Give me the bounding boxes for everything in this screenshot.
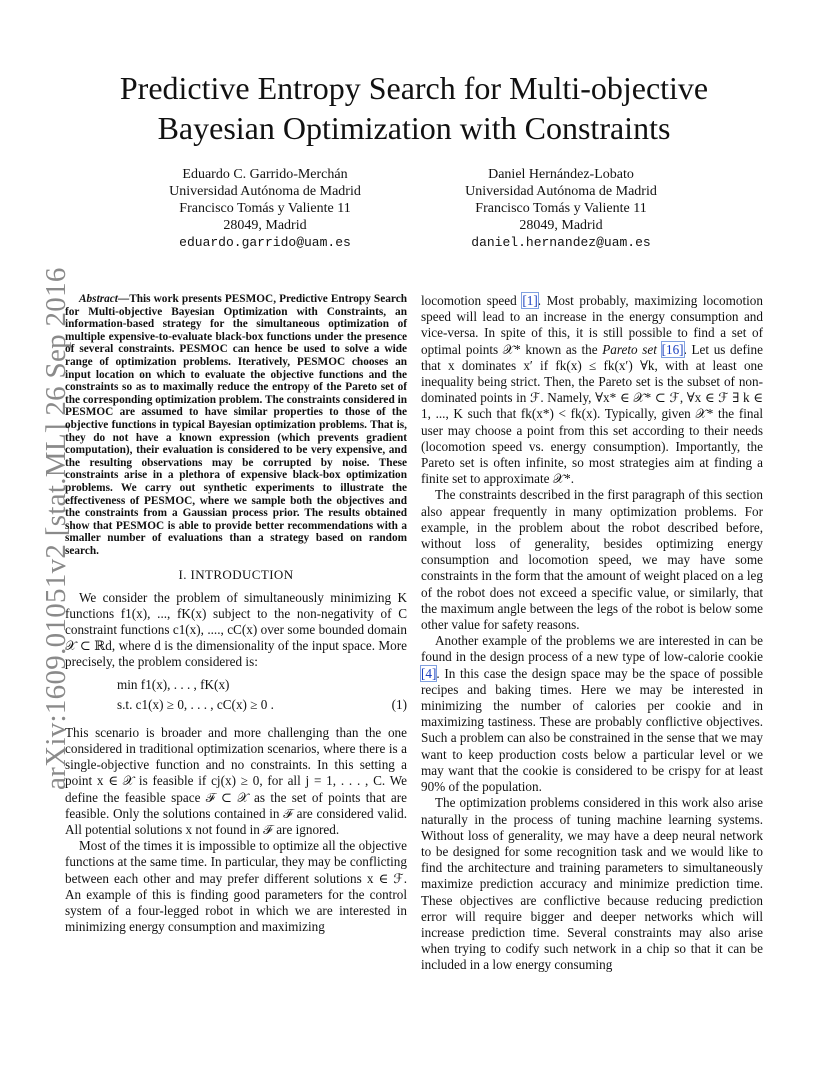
author-affiliation: Universidad Autónoma de Madrid bbox=[169, 184, 361, 199]
equation-constraints: s.t. c1(x) ≥ 0, . . . , cC(x) ≥ 0 . bbox=[117, 696, 274, 712]
author-city: 28049, Madrid bbox=[223, 218, 307, 233]
text-run bbox=[657, 342, 662, 357]
left-column bbox=[65, 293, 407, 935]
text-run: . Let us define that x dominates x′ if fk(x) ≤ fk(x′) ∀k, with at least one inequality being strict. Then, the Pareto set is the subset of non-dominated points in ℱ. Namely, ∀x* ∈ 𝒳* ⊂ ℱ, ∀x ∈ ℱ ∃ k ∈ 1, ..., K such that fk(x*) < fk(x). Typically, given 𝒳* the final user may choose a point from this set according to their needs (locomotion speed vs. energy consumption). Importantly, the Pareto set is often infinite, so most strategies aim at finding a finite set to approximate 𝒳*. bbox=[421, 341, 763, 487]
right-paragraph-4: The optimization problems considered in this work also arise naturally in the process of tuning machine learning systems. Without loss of generality, we may have a deep neural network to be designed for some recognition task and we would like to find the architecture and training parameters to simultaneously maximize prediction accuracy and minimize prediction time. These objectives are conflictive because reducing prediction error will require bigger and deeper networks which will increase prediction time. Several constraints may also arise when trying to codify such network in a chip so that it can be included in a low energy consuming bbox=[421, 795, 763, 973]
author-street: Francisco Tomás y Valiente 11 bbox=[179, 201, 351, 216]
author-name: Daniel Hernández-Lobato bbox=[488, 167, 634, 182]
equation-objective: min f1(x), . . . , fK(x) bbox=[117, 676, 230, 692]
text-run: . Most probably, maximizing locomotion speed will lead to an increase in the energy consumption and vice-versa. In spite of this, it is still possible to find a set of optimal points 𝒳* known as the bbox=[421, 293, 763, 357]
intro-paragraph-3: Most of the times it is impossible to optimize all the objective functions at the same time. In particular, they may be conflicting between each other and may prefer different solutions x ∈ ℱ. An example of this is finding good parameters for the control system of a four-legged robot in which we are interested in minimizing energy consumption and maximizing bbox=[65, 838, 407, 935]
right-paragraph-2: The constraints described in the first paragraph of this section also appear frequently in many optimization problems. For example, in the problem about the robot described before, without loss of generality, besides optimizing energy consumption and locomotion speed, we may have some constraints in the form that the amount of weight placed on a leg of the robot does not exceed a specific value, or similarly, that the maximum angle between the legs of the robot is below some other value for safety reasons. bbox=[421, 487, 763, 633]
title-line-1: Predictive Entropy Search for Multi-objective bbox=[119, 70, 709, 106]
author-email: eduardo.garrido@uam.es bbox=[179, 235, 351, 250]
equation-1 bbox=[65, 677, 407, 719]
citation-link[interactable]: [1] bbox=[522, 293, 538, 308]
paper-title bbox=[60, 68, 768, 148]
right-paragraph-1 bbox=[421, 293, 763, 487]
abstract-lead: Abstract bbox=[79, 293, 118, 305]
arxiv-identifier: arXiv:1609.01051v2 [stat.ML] 26 Sep 2016 bbox=[40, 267, 72, 790]
author-block-1 bbox=[115, 166, 415, 251]
pareto-set-term: Pareto set bbox=[602, 341, 657, 357]
equation-number: (1) bbox=[391, 696, 407, 712]
author-affiliation: Universidad Autónoma de Madrid bbox=[465, 184, 657, 199]
author-street: Francisco Tomás y Valiente 11 bbox=[475, 201, 647, 216]
right-paragraph-3 bbox=[421, 633, 763, 795]
intro-paragraph-2: This scenario is broader and more challenging than the one considered in traditional optimization scenarios, where there is a single-objective function and no constraints. In this setting a point x ∈ 𝒳 is feasible if cj(x) ≥ 0, for all j = 1, . . . , C. We define the feasible space ℱ ⊂ 𝒳 as the set of points that are feasible. Only the solutions contained in ℱ are considered valid. All potential solutions x not found in ℱ are ignored. bbox=[65, 724, 407, 837]
author-email: daniel.hernandez@uam.es bbox=[471, 235, 651, 250]
abstract bbox=[65, 293, 407, 557]
abstract-text: —This work presents PESMOC, Predictive Entropy Search for Multi-objective Bayesian Optimization with Constraints, an information-based strategy for the simultaneous optimization of multiple expensive-to-evaluate black-box functions under the presence of several constraints. PESMOC can hence be used to solve a wide range of optimization problems. Iteratively, PESMOC chooses an input location on which to evaluate the objective functions and the constraints so as to maximally reduce the entropy of the Pareto set of the corresponding optimization problem. The constraints considered in PESMOC are assumed to have similar properties to those of the objective functions in typical Bayesian optimization problems. That is, they do not have a known expression (which prevents gradient computation), their evaluation is considered to be very expensive, and the resulting observations may be corrupted by noise. These constraints arise in a plethora of expensive black-box optimization problems. We carry out synthetic experiments to illustrate the effectiveness of PESMOC, where we sample both the objectives and the constraints from a Gaussian process prior. The results obtained show that PESMOC is able to provide better recommendations with a smaller number of evaluations than a strategy based on random search. bbox=[65, 293, 407, 557]
citation-link[interactable]: [4] bbox=[421, 665, 437, 681]
intro-paragraph-1: We consider the problem of simultaneously minimizing K functions f1(x), ..., fK(x) subject to the non-negativity of C constraint functions c1(x), ...., cC(x) over some bounded domain 𝒳 ⊂ ℝd, where d is the dimensionality of the input space. More precisely, the problem considered is: bbox=[65, 589, 407, 670]
text-run: . In this case the design space may be the space of possible recipes and baking times. Here we may be interested in minimizing the number of calories per cookie and in maximizing tastiness. These are probably conflictive objectives. Such a problem can also be constrained in the sense that we may want to keep production costs below a particular level or we may want that the cookie is considered to be crispy for at least 90% of the population. bbox=[421, 665, 763, 795]
author-city: 28049, Madrid bbox=[519, 218, 603, 233]
author-block-2 bbox=[411, 166, 711, 251]
citation-link[interactable]: [16] bbox=[661, 341, 684, 357]
section-heading-introduction: I. INTRODUCTION bbox=[178, 567, 294, 583]
author-name: Eduardo C. Garrido-Merchán bbox=[182, 167, 348, 182]
text-run: locomotion speed bbox=[421, 293, 523, 308]
right-column bbox=[421, 293, 763, 974]
text-run: Another example of the problems we are interested in can be found in the design process of a new type of low-calorie cookie bbox=[421, 633, 763, 665]
title-line-2: Bayesian Optimization with Constraints bbox=[157, 110, 671, 146]
